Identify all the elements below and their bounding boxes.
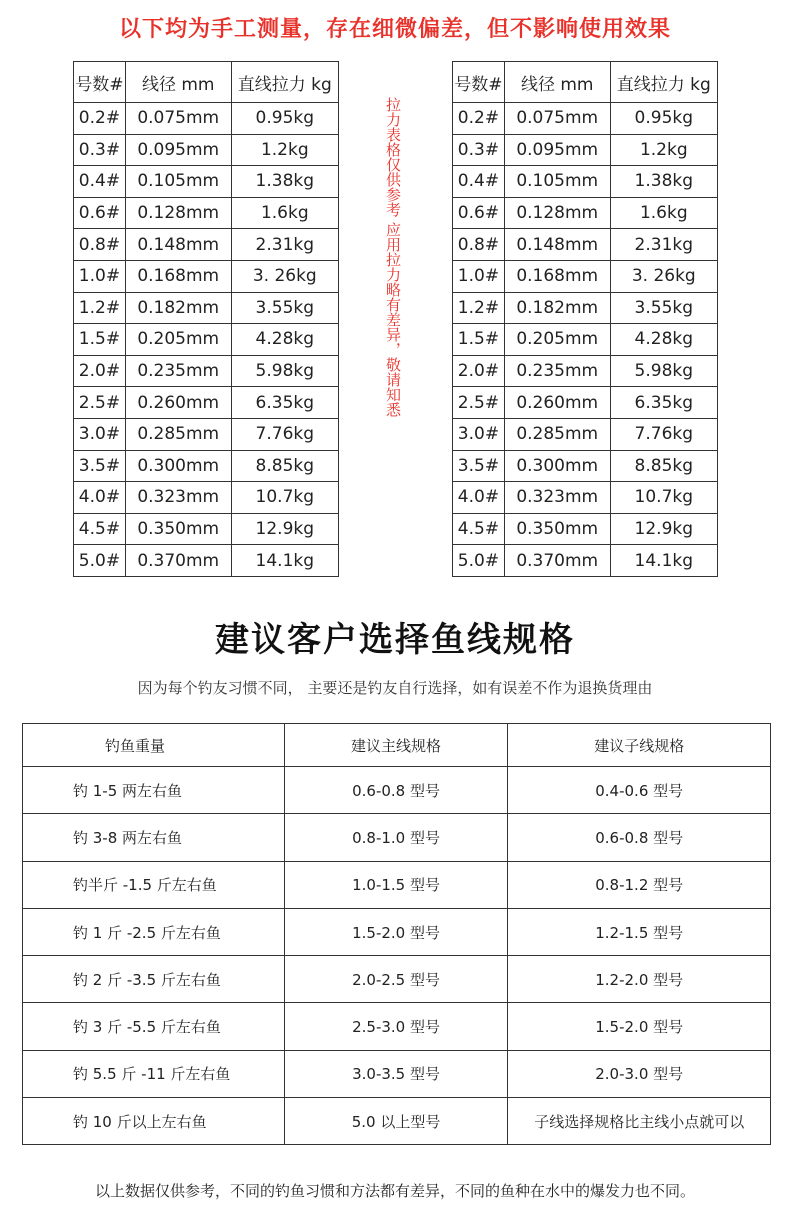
spec-tension-cell: 3. 26kg bbox=[231, 260, 338, 292]
header-sub-line: 建议子线规格 bbox=[508, 724, 771, 767]
spec-row bbox=[74, 450, 339, 482]
spec-tension-cell: 1.38kg bbox=[231, 166, 338, 198]
spec-tension-cell: 4.28kg bbox=[610, 324, 717, 356]
spec-diameter-cell: 0.370mm bbox=[504, 545, 610, 577]
spec-tension-cell: 0.95kg bbox=[231, 103, 338, 135]
spec-row bbox=[74, 197, 339, 229]
spec-size-cell: 2.0# bbox=[74, 355, 126, 387]
spec-body bbox=[74, 103, 339, 577]
spec-row bbox=[74, 482, 339, 514]
spec-row bbox=[74, 134, 339, 166]
spec-tension-cell: 7.76kg bbox=[610, 418, 717, 450]
sub-line-cell: 0.8-1.2 型号 bbox=[508, 861, 771, 908]
spec-tension-cell: 3.55kg bbox=[610, 292, 717, 324]
spec-diameter-cell: 0.075mm bbox=[504, 103, 610, 135]
spec-tension-cell: 6.35kg bbox=[610, 387, 717, 419]
spec-size-cell: 4.0# bbox=[453, 482, 505, 514]
sub-line-cell: 2.0-3.0 型号 bbox=[508, 1050, 771, 1097]
spec-diameter-cell: 0.323mm bbox=[504, 482, 610, 514]
spec-diameter-cell: 0.182mm bbox=[125, 292, 231, 324]
spec-size-cell: 2.5# bbox=[453, 387, 505, 419]
spec-row bbox=[74, 260, 339, 292]
spec-size-cell: 1.2# bbox=[74, 292, 126, 324]
sub-line-cell: 子线选择规格比主线小点就可以 bbox=[508, 1098, 771, 1145]
spec-diameter-cell: 0.260mm bbox=[125, 387, 231, 419]
spec-tension-cell: 14.1kg bbox=[231, 545, 338, 577]
spec-tension-cell: 8.85kg bbox=[231, 450, 338, 482]
spec-diameter-cell: 0.235mm bbox=[504, 355, 610, 387]
fish-weight-cell: 钓 10 斤以上左右鱼 bbox=[23, 1098, 285, 1145]
spec-diameter-cell: 0.300mm bbox=[125, 450, 231, 482]
spec-size-cell: 1.0# bbox=[453, 260, 505, 292]
spec-size-cell: 0.2# bbox=[74, 103, 126, 135]
spec-diameter-cell: 0.182mm bbox=[504, 292, 610, 324]
spec-size-cell: 2.0# bbox=[453, 355, 505, 387]
spec-tension-cell: 3. 26kg bbox=[610, 260, 717, 292]
spec-row bbox=[74, 292, 339, 324]
main-line-cell: 1.0-1.5 型号 bbox=[284, 861, 508, 908]
spec-diameter-cell: 0.300mm bbox=[504, 450, 610, 482]
spec-row bbox=[453, 418, 718, 450]
rec-row bbox=[23, 814, 771, 861]
spec-diameter-cell: 0.205mm bbox=[125, 324, 231, 356]
spec-diameter-cell: 0.148mm bbox=[504, 229, 610, 261]
spec-tension-cell: 7.76kg bbox=[231, 418, 338, 450]
spec-body bbox=[453, 103, 718, 577]
spec-size-cell: 0.4# bbox=[74, 166, 126, 198]
spec-diameter-cell: 0.350mm bbox=[504, 513, 610, 545]
spec-size-cell: 3.0# bbox=[453, 418, 505, 450]
spec-row bbox=[453, 513, 718, 545]
rec-row bbox=[23, 861, 771, 908]
spec-row bbox=[453, 292, 718, 324]
spec-tension-cell: 1.2kg bbox=[231, 134, 338, 166]
main-line-cell: 2.5-3.0 型号 bbox=[284, 1003, 508, 1050]
main-line-cell: 0.8-1.0 型号 bbox=[284, 814, 508, 861]
spec-row bbox=[453, 229, 718, 261]
spec-row bbox=[453, 260, 718, 292]
spec-row bbox=[453, 355, 718, 387]
spec-size-cell: 3.5# bbox=[453, 450, 505, 482]
main-line-cell: 0.6-0.8 型号 bbox=[284, 767, 508, 814]
tension-reference-note: 拉力表格仅供参考 应用拉力略有差异，敬请知悉 bbox=[384, 97, 402, 417]
header-tension: 直线拉力 kg bbox=[610, 62, 717, 103]
spec-diameter-cell: 0.260mm bbox=[504, 387, 610, 419]
rec-row bbox=[23, 767, 771, 814]
rec-header-row bbox=[23, 724, 771, 767]
sub-line-cell: 1.2-2.0 型号 bbox=[508, 956, 771, 1003]
main-line-cell: 1.5-2.0 型号 bbox=[284, 908, 508, 955]
spec-size-cell: 1.2# bbox=[453, 292, 505, 324]
spec-row bbox=[74, 324, 339, 356]
header-fish-weight: 钓鱼重量 bbox=[23, 724, 285, 767]
spec-diameter-cell: 0.095mm bbox=[504, 134, 610, 166]
fish-weight-cell: 钓 3 斤 -5.5 斤左右鱼 bbox=[23, 1003, 285, 1050]
spec-diameter-cell: 0.128mm bbox=[125, 197, 231, 229]
spec-size-cell: 3.0# bbox=[74, 418, 126, 450]
spec-row bbox=[74, 166, 339, 198]
spec-row bbox=[74, 545, 339, 577]
measurement-note: 以下均为手工测量，存在细微偏差，但不影响使用效果 bbox=[118, 17, 671, 42]
rec-row bbox=[23, 1050, 771, 1097]
header-diameter: 线径 mm bbox=[125, 62, 231, 103]
header-size: 号数# bbox=[74, 62, 126, 103]
spec-row bbox=[453, 387, 718, 419]
spec-tension-cell: 12.9kg bbox=[231, 513, 338, 545]
spec-table-left bbox=[73, 61, 339, 577]
spec-row bbox=[453, 197, 718, 229]
fish-weight-cell: 钓 1 斤 -2.5 斤左右鱼 bbox=[23, 908, 285, 955]
spec-row bbox=[74, 229, 339, 261]
spec-tension-cell: 14.1kg bbox=[610, 545, 717, 577]
spec-size-cell: 0.6# bbox=[453, 197, 505, 229]
spec-row bbox=[453, 324, 718, 356]
spec-row bbox=[453, 103, 718, 135]
rec-row bbox=[23, 956, 771, 1003]
spec-tension-cell: 12.9kg bbox=[610, 513, 717, 545]
spec-tension-cell: 6.35kg bbox=[231, 387, 338, 419]
fish-weight-cell: 钓 1-5 两左右鱼 bbox=[23, 767, 285, 814]
spec-header-row bbox=[74, 62, 339, 103]
rec-row bbox=[23, 908, 771, 955]
spec-row bbox=[453, 134, 718, 166]
spec-row bbox=[453, 166, 718, 198]
fish-weight-cell: 钓 2 斤 -3.5 斤左右鱼 bbox=[23, 956, 285, 1003]
spec-tension-cell: 1.38kg bbox=[610, 166, 717, 198]
main-line-cell: 5.0 以上型号 bbox=[284, 1098, 508, 1145]
spec-diameter-cell: 0.168mm bbox=[504, 260, 610, 292]
spec-size-cell: 5.0# bbox=[453, 545, 505, 577]
sub-line-cell: 0.4-0.6 型号 bbox=[508, 767, 771, 814]
spec-tension-cell: 10.7kg bbox=[610, 482, 717, 514]
spec-diameter-cell: 0.128mm bbox=[504, 197, 610, 229]
spec-size-cell: 1.0# bbox=[74, 260, 126, 292]
spec-diameter-cell: 0.148mm bbox=[125, 229, 231, 261]
spec-row bbox=[453, 482, 718, 514]
spec-tension-cell: 1.6kg bbox=[610, 197, 717, 229]
spec-row bbox=[74, 103, 339, 135]
spec-diameter-cell: 0.105mm bbox=[125, 166, 231, 198]
spec-diameter-cell: 0.168mm bbox=[125, 260, 231, 292]
section-subtitle: 因为每个钓友习惯不同， 主要还是钓友自行选择，如有误差不作为退换货理由 bbox=[137, 679, 653, 697]
spec-diameter-cell: 0.370mm bbox=[125, 545, 231, 577]
spec-size-cell: 0.8# bbox=[453, 229, 505, 261]
rec-row bbox=[23, 1098, 771, 1145]
recommendation-table bbox=[22, 723, 771, 1145]
spec-row bbox=[74, 513, 339, 545]
sub-line-cell: 1.2-1.5 型号 bbox=[508, 908, 771, 955]
main-line-cell: 2.0-2.5 型号 bbox=[284, 956, 508, 1003]
spec-row bbox=[74, 418, 339, 450]
sub-line-cell: 0.6-0.8 型号 bbox=[508, 814, 771, 861]
spec-diameter-cell: 0.205mm bbox=[504, 324, 610, 356]
spec-diameter-cell: 0.095mm bbox=[125, 134, 231, 166]
header-diameter: 线径 mm bbox=[504, 62, 610, 103]
spec-diameter-cell: 0.285mm bbox=[125, 418, 231, 450]
spec-row bbox=[453, 450, 718, 482]
sub-line-cell: 1.5-2.0 型号 bbox=[508, 1003, 771, 1050]
spec-diameter-cell: 0.350mm bbox=[125, 513, 231, 545]
spec-size-cell: 0.2# bbox=[453, 103, 505, 135]
header-size: 号数# bbox=[453, 62, 505, 103]
section-title: 建议客户选择鱼线规格 bbox=[215, 620, 575, 660]
spec-tension-cell: 1.2kg bbox=[610, 134, 717, 166]
spec-size-cell: 4.5# bbox=[453, 513, 505, 545]
fish-weight-cell: 钓半斤 -1.5 斤左右鱼 bbox=[23, 861, 285, 908]
spec-size-cell: 2.5# bbox=[74, 387, 126, 419]
rec-body bbox=[23, 767, 771, 1145]
spec-tension-cell: 1.6kg bbox=[231, 197, 338, 229]
spec-diameter-cell: 0.235mm bbox=[125, 355, 231, 387]
spec-size-cell: 4.0# bbox=[74, 482, 126, 514]
spec-size-cell: 0.8# bbox=[74, 229, 126, 261]
spec-tension-cell: 2.31kg bbox=[231, 229, 338, 261]
header-main-line: 建议主线规格 bbox=[284, 724, 508, 767]
spec-tension-cell: 5.98kg bbox=[231, 355, 338, 387]
main-line-cell: 3.0-3.5 型号 bbox=[284, 1050, 508, 1097]
spec-tension-cell: 4.28kg bbox=[231, 324, 338, 356]
spec-diameter-cell: 0.075mm bbox=[125, 103, 231, 135]
footer-note: 以上数据仅供参考，不同的钓鱼习惯和方法都有差异，不同的鱼种在水中的爆发力也不同。 bbox=[94, 1182, 695, 1200]
spec-diameter-cell: 0.323mm bbox=[125, 482, 231, 514]
spec-size-cell: 0.3# bbox=[453, 134, 505, 166]
spec-tension-cell: 2.31kg bbox=[610, 229, 717, 261]
spec-tension-cell: 8.85kg bbox=[610, 450, 717, 482]
spec-size-cell: 4.5# bbox=[74, 513, 126, 545]
spec-size-cell: 0.3# bbox=[74, 134, 126, 166]
fish-weight-cell: 钓 3-8 两左右鱼 bbox=[23, 814, 285, 861]
spec-tension-cell: 5.98kg bbox=[610, 355, 717, 387]
spec-tension-cell: 3.55kg bbox=[231, 292, 338, 324]
fish-weight-cell: 钓 5.5 斤 -11 斤左右鱼 bbox=[23, 1050, 285, 1097]
spec-diameter-cell: 0.285mm bbox=[504, 418, 610, 450]
spec-size-cell: 1.5# bbox=[453, 324, 505, 356]
spec-row bbox=[453, 545, 718, 577]
spec-size-cell: 5.0# bbox=[74, 545, 126, 577]
spec-table-right bbox=[452, 61, 718, 577]
spec-size-cell: 0.6# bbox=[74, 197, 126, 229]
spec-size-cell: 1.5# bbox=[74, 324, 126, 356]
header-tension: 直线拉力 kg bbox=[231, 62, 338, 103]
spec-size-cell: 3.5# bbox=[74, 450, 126, 482]
spec-row bbox=[74, 355, 339, 387]
spec-tension-cell: 0.95kg bbox=[610, 103, 717, 135]
spec-header-row bbox=[453, 62, 718, 103]
spec-row bbox=[74, 387, 339, 419]
spec-diameter-cell: 0.105mm bbox=[504, 166, 610, 198]
spec-size-cell: 0.4# bbox=[453, 166, 505, 198]
rec-row bbox=[23, 1003, 771, 1050]
spec-tension-cell: 10.7kg bbox=[231, 482, 338, 514]
